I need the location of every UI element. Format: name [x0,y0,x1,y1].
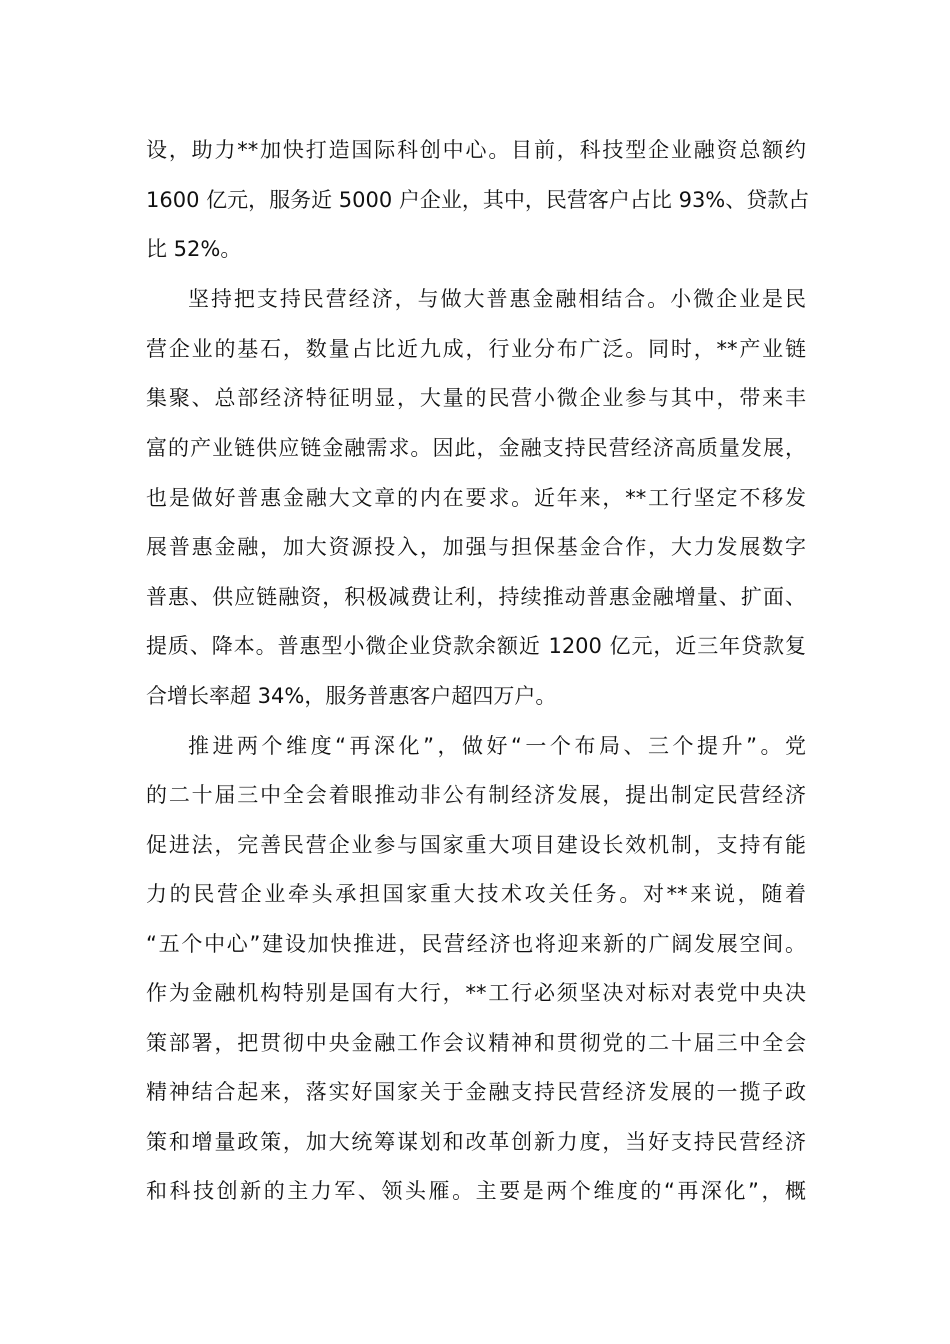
text-line-14: 的二十届三中全会着眼推动非公有制经济发展，提出制定民营经济 [146,783,806,807]
text-line-22: 和科技创新的主力军、领头雁。主要是两个维度的“再深化”，概 [146,1179,806,1203]
text-line-6: 集聚、总部经济特征明显，大量的民营小微企业参与其中，带来丰 [146,386,806,410]
text-line-1: 设，助力**加快打造国际科创中心。目前，科技型企业融资总额约 [146,138,806,162]
text-line-18: 作为金融机构特别是国有大行，**工行必须坚决对标对表党中央决 [146,981,806,1005]
text-line-17: “五个中心”建设加快推进，民营经济也将迎来新的广阔发展空间。 [146,932,806,956]
text-line-2: 1600 亿元，服务近 5000 户企业，其中，民营客户占比 93%、贷款占 [146,188,810,212]
text-line-3: 比 52%。 [146,237,242,261]
text-line-9: 展普惠金融，加大资源投入，加强与担保基金合作，大力发展数字 [146,535,806,559]
text-line-4: 坚持把支持民营经济，与做大普惠金融相结合。小微企业是民 [188,287,806,311]
text-line-13: 推进两个维度“再深化”，做好“一个布局、三个提升”。党 [188,734,806,758]
text-line-11: 提质、降本。普惠型小微企业贷款余额近 1200 亿元，近三年贷款复 [146,634,806,658]
text-line-19: 策部署，把贯彻中央金融工作会议精神和贯彻党的二十届三中全会 [146,1031,806,1055]
text-line-10: 普惠、供应链融资，积极减费让利，持续推动普惠金融增量、扩面、 [146,585,806,609]
text-line-8: 也是做好普惠金融大文章的内在要求。近年来，**工行坚定不移发 [146,486,806,510]
text-line-5: 营企业的基石，数量占比近九成，行业分布广泛。同时，**产业链 [146,337,806,361]
text-line-20: 精神结合起来，落实好国家关于金融支持民营经济发展的一揽子政 [146,1080,806,1104]
text-line-15: 促进法，完善民营企业参与国家重大项目建设长效机制，支持有能 [146,833,806,857]
text-line-21: 策和增量政策，加大统筹谋划和改革创新力度，当好支持民营经济 [146,1130,806,1154]
text-line-16: 力的民营企业牵头承担国家重大技术攻关任务。对**来说，随着 [146,882,806,906]
text-line-7: 富的产业链供应链金融需求。因此，金融支持民营经济高质量发展， [146,436,806,460]
text-line-12: 合增长率超 34%，服务普惠客户超四万户。 [146,684,557,708]
